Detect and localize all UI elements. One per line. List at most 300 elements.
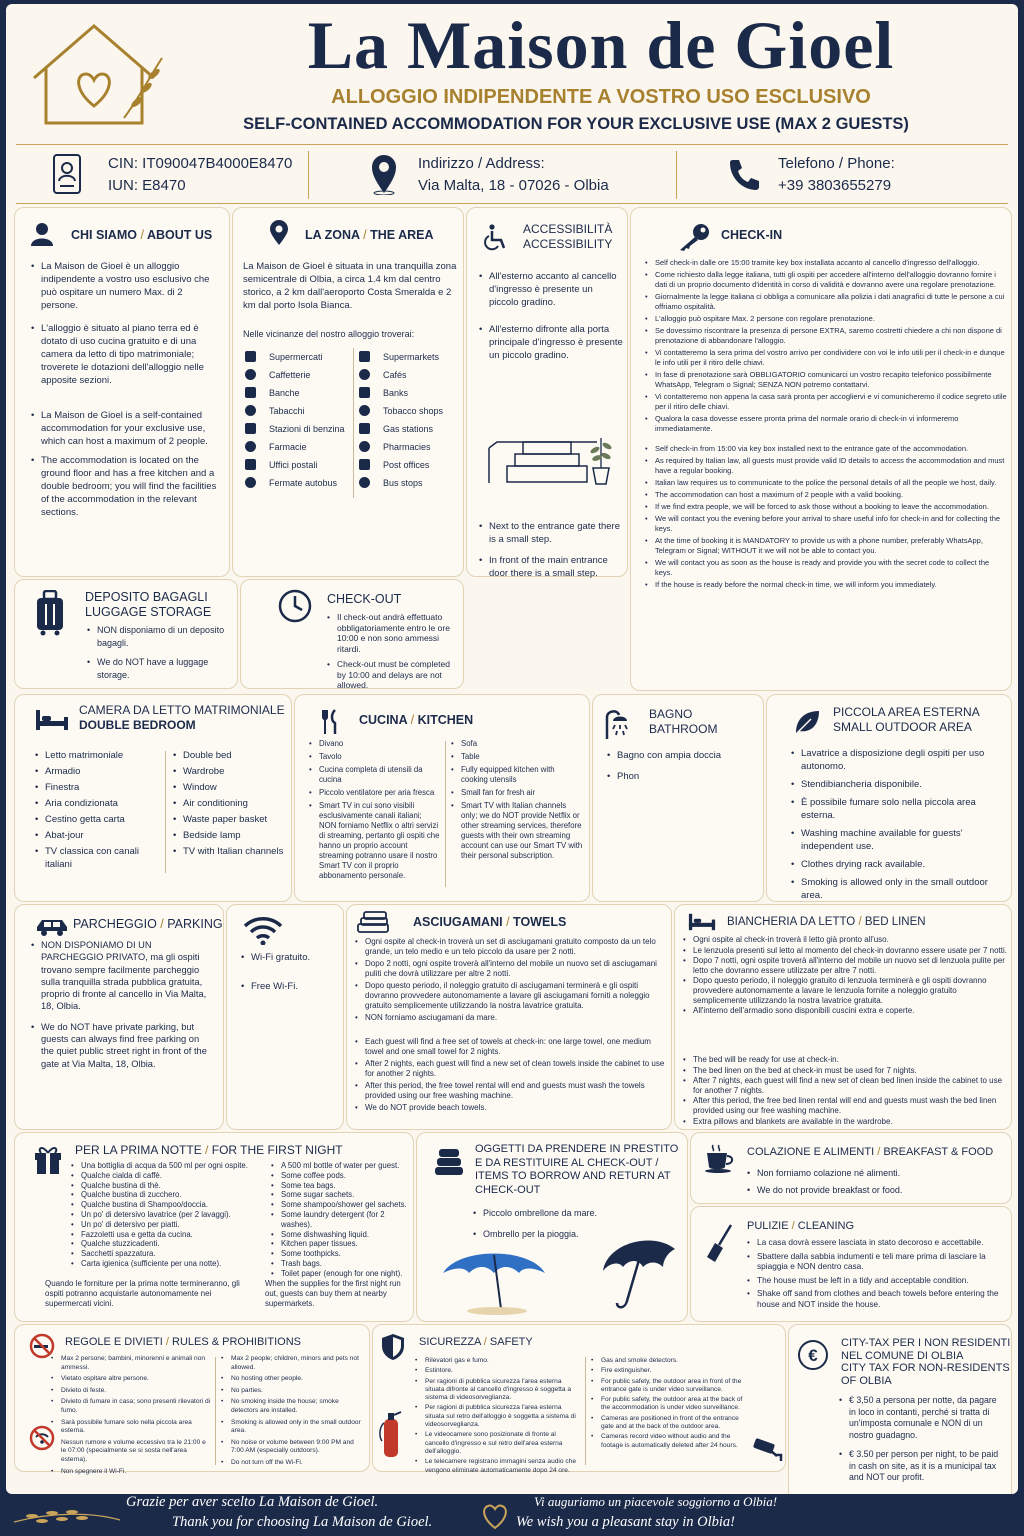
checkout-card bbox=[240, 579, 464, 689]
list-item: • Some sugar sachets. bbox=[271, 1190, 411, 1200]
safety-title-it: SICUREZZA bbox=[419, 1336, 481, 1348]
list-item: • Air conditioning bbox=[173, 797, 287, 810]
footer-wish-it: Vi auguriamo un piacevole soggiorno a Olbia! bbox=[534, 1494, 778, 1509]
bathroom-title-en: BATHROOM bbox=[649, 722, 718, 736]
area-nearby-label: Nelle vicinanze del nostro alloggio troverai: bbox=[243, 329, 415, 339]
list-item: • Italian law requires us to communicate to the police the personal details of all the people we host, daily. bbox=[645, 478, 1007, 488]
leaf-icon bbox=[793, 709, 821, 735]
area-place-icon bbox=[359, 405, 370, 416]
access-list-en bbox=[479, 520, 623, 583]
borrow-title-en: ITEMS TO BORROW AND RETURN AT CHECK-OUT bbox=[475, 1170, 671, 1196]
list-item: • No smoking inside the house; smoke detectors are installed. bbox=[221, 1398, 367, 1415]
list-item: • Rilevatori gas e fumo. bbox=[415, 1357, 581, 1365]
checkin-list-it bbox=[645, 258, 1007, 436]
shield-icon bbox=[381, 1333, 405, 1361]
no-wifi-icon bbox=[29, 1425, 55, 1451]
list-item: • Free Wi-Fi. bbox=[241, 980, 341, 993]
bedroom-list-it bbox=[35, 749, 161, 874]
subtitle-it: ALLOGGIO INDIPENDENTE A VOSTRO USO ESCLUSIVO bbox=[331, 86, 871, 108]
list-item: • Qualche bustina di zucchero. bbox=[71, 1190, 261, 1200]
map-pin-icon bbox=[370, 153, 398, 195]
list-item: Stazioni di benzina bbox=[243, 420, 353, 438]
checkin-list-en bbox=[645, 444, 1007, 592]
list-item: Post offices bbox=[357, 456, 461, 474]
rules-card: REGOLE E DIVIETI / RULES & PROHIBITIONS • Max 2 persone; bambini, minorenni e animali non ammessi. • Vietato ospitare altre persone. • Divieto di feste. • Divieto di fumare in casa; sono presenti rilevatori di fumo. • Sarà possibile fumare solo nella piccola area esterna. • Nessun rumore e volume eccessivo tra le 21:00 e le 07:00 (specialmente se si sosta nell'area esterna). • Non spegnere il Wi-Fi. • Max 2 people; children, minors and pets not allowed. • No hosting other people. • No parties. • No smoking inside the house; smoke detectors are installed. • Smoking is allowed only in the small outdoor area. • No noise or volume between 9:00 PM and 7:00 AM (especially outdoors). • Do not turn off the Wi-Fi. bbox=[14, 1324, 370, 1472]
list-item: • Abat-jour bbox=[35, 829, 161, 842]
area-place-icon bbox=[359, 387, 370, 398]
area-place-icon bbox=[359, 369, 370, 380]
list-item: • Some tea bags. bbox=[271, 1181, 411, 1191]
citytax-title-en: CITY TAX FOR NON-RESIDENTS OF OLBIA bbox=[841, 1362, 1010, 1387]
list-item: • Double bed bbox=[173, 749, 287, 762]
list-item: • Qualche cialda di caffè. bbox=[71, 1171, 261, 1181]
house-heart-logo-icon bbox=[24, 18, 174, 128]
outdoor-card bbox=[766, 694, 1012, 902]
area-list-it bbox=[243, 348, 353, 492]
svg-text:€: € bbox=[808, 1346, 818, 1365]
cleaning-title-en: CLEANING bbox=[797, 1220, 855, 1232]
about-card: CHI SIAMO / ABOUT US • La Maison de Gioel è un alloggio indipendente a vostro uso esclusivo che può ospitare un numero Max. di 2 persone. • L'alloggio è situato al piano terra ed è dotato di uso cucina gratuito e di una camera da letto di tipo matrimoniale; troverete le dotazioni dell'alloggio nelle apposite sezioni. • La Maison de Gioel is a self-contained accommodation for your exclusive use, which can host a maximum of 2 people. • The accommodation is located on the ground floor and has a free kitchen and a double bedroom; you will find the facilities of the accommodation in the relevant sections. bbox=[14, 207, 230, 577]
list-item: • Per ragioni di pubblica sicurezza l'area esterna situata sul retro dell'alloggio è soggetta a sistema di videosorveglianza. bbox=[415, 1404, 581, 1429]
cin-block bbox=[108, 145, 292, 205]
bedroom-title-en: DOUBLE BEDROOM bbox=[79, 718, 196, 732]
list-item: • If we find extra people, we will be forced to ask those without a booking to leave the accommodation. bbox=[645, 502, 1007, 512]
list-item: Banks bbox=[357, 384, 461, 402]
phone-block bbox=[778, 145, 895, 205]
list-item: • All'interno dell'armadio sono disponibili cuscini extra e coperte. bbox=[683, 1006, 1007, 1016]
bathroom-card bbox=[592, 694, 764, 902]
list-item: • Fazzoletti usa e getta da cucina. bbox=[71, 1230, 261, 1240]
list-item: • Aria condizionata bbox=[35, 797, 161, 810]
area-title-it: LA ZONA bbox=[305, 228, 360, 242]
list-item: • The accommodation can host a maximum of 2 people with a valid booking. bbox=[645, 490, 1007, 500]
list-item: • No hosting other people. bbox=[221, 1375, 367, 1384]
bathroom-list bbox=[607, 749, 757, 786]
cutlery-icon bbox=[321, 709, 341, 735]
list-item: • For public safety, the outdoor area in front of the entrance gate is under video surveillance. bbox=[591, 1378, 751, 1395]
list-item: • Kitchen paper tissues. bbox=[271, 1239, 411, 1249]
area-place-icon bbox=[359, 351, 370, 362]
list-item: • Ogni ospite al check-in troverà il letto già pronto all'uso. bbox=[683, 935, 1007, 945]
list-item: • All'esterno difronte alla porta principale d'ingresso è presente un piccolo gradino. bbox=[479, 323, 623, 362]
parking-card: PARCHEGGIO / PARKING • NON DISPONIAMO DI UN PARCHEGGIO PRIVATO, ma gli ospiti trovano sempre facilmente parcheggio sulla tranquilla strada pubblica gratuita, proprio di fronte al cancello in Via Malta, 18, Olbia. • We do NOT have private parking, but guests can always find free parking on the quiet public street right in front of the gate at Via Malta, 18, Olbia. bbox=[14, 904, 224, 1130]
list-item: • Cestino getta carta bbox=[35, 813, 161, 826]
car-icon bbox=[35, 917, 69, 937]
safety-list-it bbox=[415, 1357, 581, 1477]
about-title-it: CHI SIAMO bbox=[71, 228, 137, 242]
luggage-list bbox=[87, 624, 227, 685]
citytax-list bbox=[839, 1395, 999, 1487]
breakfast-title-en: BREAKFAST & FOOD bbox=[883, 1146, 994, 1158]
list-item: Caffetterie bbox=[243, 366, 353, 384]
bed-icon bbox=[35, 709, 69, 731]
list-item: • Armadio bbox=[35, 765, 161, 778]
list-item: • Un po' di detersivo lavatrice (per 2 lavaggi). bbox=[71, 1210, 261, 1220]
gift-icon bbox=[33, 1143, 63, 1175]
list-item: • Nessun rumore e volume eccessivo tra le 21:00 e le 07:00 (specialmente se si sosta nell'area esterna). bbox=[51, 1439, 211, 1465]
area-title-en: THE AREA bbox=[370, 228, 434, 242]
area-place-icon bbox=[245, 369, 256, 380]
list-item: • Max 2 people; children, minors and pets not allowed. bbox=[221, 1355, 367, 1372]
breakfast-title-it: COLAZIONE E ALIMENTI bbox=[747, 1146, 875, 1158]
area-place-icon bbox=[245, 351, 256, 362]
access-title-it: ACCESSIBILITÀ bbox=[523, 222, 613, 236]
list-item: • Ombrello per la pioggia. bbox=[473, 1228, 673, 1241]
list-item: Tabacchi bbox=[243, 402, 353, 420]
parking-title-it: PARCHEGGIO bbox=[73, 917, 157, 931]
area-place-icon bbox=[245, 441, 256, 452]
list-item: Bus stops bbox=[357, 474, 461, 492]
list-item: • La Maison de Gioel è un alloggio indipendente a vostro uso esclusivo che può ospitare un numero Max. di 2 persone. bbox=[31, 260, 221, 312]
list-item: • È possibile fumare solo nella piccola area esterna. bbox=[791, 796, 1005, 822]
list-item: • At the time of booking it is MANDATORY to provide us with a phone number, preferably WhatsApp, Telegram or Signal; WITHOUT it we will not be able to contact you. bbox=[645, 536, 1007, 556]
list-item: • Qualche bustina di thè. bbox=[71, 1181, 261, 1191]
euro-icon bbox=[797, 1339, 829, 1371]
list-item: • Lavatrice a disposizione degli ospiti per uso autonomo. bbox=[791, 747, 1005, 773]
cleaning-list bbox=[747, 1237, 1007, 1312]
list-item: • Vietato ospitare altre persone. bbox=[51, 1375, 211, 1384]
list-item: • Check-out must be completed by 10:00 and delays are not allowed. bbox=[327, 659, 459, 691]
list-item: • Next to the entrance gate there is a small step. bbox=[479, 520, 623, 546]
list-item: • Carta igienica (sufficiente per una notte). bbox=[71, 1259, 261, 1269]
address-label: Indirizzo / Address: bbox=[418, 155, 545, 172]
list-item: • Letto matrimoniale bbox=[35, 749, 161, 762]
list-item: • Wi-Fi gratuito. bbox=[241, 951, 341, 964]
list-item: • Ogni ospite al check-in troverà un set di asciugamani gratuito composto da un telo grande, un telo medio e un telo piccolo da usare per 2 notti. bbox=[355, 937, 667, 957]
list-item: Cafés bbox=[357, 366, 461, 384]
towels-list-it bbox=[355, 937, 667, 1025]
checkin-title: CHECK-IN bbox=[721, 228, 783, 242]
list-item: • Qualora la casa dovesse essere pronta prima del normale orario di check-in vi informeremo immediatamente. bbox=[645, 414, 1007, 434]
area-place-icon bbox=[359, 459, 370, 470]
luggage-title-en: LUGGAGE STORAGE bbox=[85, 605, 212, 619]
list-item: • Smoking is allowed only in the small outdoor area. bbox=[791, 876, 1005, 902]
list-item: • Cameras record video without audio and the footage is automatically deleted after 24 hours. bbox=[591, 1433, 751, 1450]
list-item: • Do not turn off the Wi-Fi. bbox=[221, 1459, 367, 1468]
list-item: Fermate autobus bbox=[243, 474, 353, 492]
kitchen-card: CUCINA / KITCHEN • Divano • Tavolo • Cucina completa di utensili da cucina • Piccolo ventilatore per aria fresca • Smart TV in cui sono visibili esclusivamente canali italiani; NON forniamo Netflix o altri servizi di streaming, pertanto gli ospiti che hanno un proprio account streaming potranno usare il nostro Smart TV con il proprio abbonamento personale. • Sofa • Table • Fully equipped kitchen with cooking utensils • Small fan for fresh air • Smart TV with Italian channels only; we do NOT provide Netflix or other streaming services, therefore guests with their own streaming account can use our Smart TV with their personal subscription. bbox=[294, 694, 590, 902]
clock-icon bbox=[277, 588, 313, 624]
parking-title-en: PARKING bbox=[167, 917, 223, 931]
info-bar bbox=[16, 144, 1008, 204]
towels-icon bbox=[357, 911, 391, 933]
list-item: • Vi contatteremo non appena la casa sarà pronta per accogliervi e vi comunicheremo il codice segreto utile per il ritiro delle chiavi. bbox=[645, 392, 1007, 412]
list-item: • Vi contatteremo la sera prima del vostro arrivo per condividere con voi le info utili per il check-in e dunque le info utili per il ritiro delle chiavi. bbox=[645, 348, 1007, 368]
beach-umbrella-icon bbox=[439, 1243, 549, 1317]
subtitle-en: SELF-CONTAINED ACCOMMODATION FOR YOUR EXCLUSIVE USE (MAX 2 GUESTS) bbox=[243, 115, 909, 133]
list-item: • In fase di prenotazione sarà OBBLIGATORIO comunicarci un vostro recapito telefonico possibilmente WhatsApp, Telegram o Signal; SENZA NON potremo contattarvi. bbox=[645, 370, 1007, 390]
list-item: • After 2 nights, each guest will find a new set of clean towels inside the cabinet to use for another 2 nights. bbox=[355, 1059, 667, 1079]
list-item: • We do NOT have private parking, but guests can always find free parking on the quiet public street right in front of the gate at Via Malta, 18, Olbia. bbox=[31, 1021, 207, 1070]
list-item: • Some laundry detergent (for 2 washes). bbox=[271, 1210, 411, 1230]
rules-title-it: REGOLE E DIVIETI bbox=[65, 1336, 163, 1348]
list-item: • Smoking is allowed only in the small outdoor area. bbox=[221, 1419, 367, 1436]
list-item: • Finestra bbox=[35, 781, 161, 794]
list-item: • For public safety, the outdoor area at the back of the accommodation is under video surveillance. bbox=[591, 1396, 751, 1413]
cleaning-card: PULIZIE / CLEANING • La casa dovrà essere lasciata in stato decoroso e accettabile. • Sbattere dalla sabbia indumenti e teli mare prima di lasciare la spiaggia e NON dentro casa. • The house must be left in a tidy and acceptable condition. • Shake off sand from clothes and beach towels before entering the house and NOT inside the house. bbox=[690, 1206, 1012, 1322]
list-item: • NON forniamo asciugamani da mare. bbox=[355, 1013, 667, 1023]
linen-list-en bbox=[683, 1055, 1007, 1127]
checkout-list bbox=[327, 612, 459, 694]
list-item: • Per ragioni di pubblica sicurezza l'area esterna situata difronte al cancello d'ingresso è soggetta a sistema di videosorveglianza. bbox=[415, 1378, 581, 1403]
outdoor-title-it: PICCOLA AREA ESTERNA bbox=[833, 705, 980, 719]
firstnight-list-en bbox=[271, 1161, 411, 1279]
list-item: • Dopo 2 notti, ogni ospite troverà all'interno del mobile un nuovo set di asciugamani puliti che dovrà utilizzare per altre 2 notti. bbox=[355, 959, 667, 979]
area-card: LA ZONA / THE AREA La Maison de Gioel è situata in una tranquilla zona semicentrale di Olbia, a circa 1.4 km dal centro storico, a 2 km dall'aeroporto Costa Smeralda e 2 km dal porto Isola Bianca. Nelle vicinanze del nostro alloggio troverai: Supermercati Caffetterie Banche Tabacchi Stazioni di benzina Farmacie Uffici postali Fermate autobus Supermarkets Cafés Banks Tobacco shops Gas stations Pharmacies Post offices Bus stops bbox=[232, 207, 464, 577]
list-item: • A 500 ml bottle of water per guest. bbox=[271, 1161, 411, 1171]
list-item: • Dopo 7 notti, ogni ospite troverà all'interno del mobile un nuovo set di lenzuola pulite per letto che dovranno essere utilizzate per altre 7 notti. bbox=[683, 956, 1007, 975]
towels-title-en: TOWELS bbox=[513, 915, 567, 929]
heart-icon bbox=[480, 1498, 510, 1532]
rules-title-en: RULES & PROHIBITIONS bbox=[172, 1336, 301, 1348]
linen-title-it: BIANCHERIA DA LETTO bbox=[727, 916, 856, 928]
list-item: • Window bbox=[173, 781, 287, 794]
list-item: • Stendibiancheria disponibile. bbox=[791, 778, 1005, 791]
access-title-en: ACCESSIBILITY bbox=[523, 237, 613, 251]
kitchen-title-it: CUCINA bbox=[359, 713, 408, 727]
footer-thanks-it: Grazie per aver scelto La Maison de Gioel. bbox=[126, 1494, 379, 1510]
list-item: • Divano bbox=[309, 739, 441, 749]
breakfast-list bbox=[747, 1167, 1007, 1200]
list-item: Farmacie bbox=[243, 438, 353, 456]
bedroom-list-en bbox=[173, 749, 287, 861]
list-item: • Dopo questo periodo, il noleggio gratuito di asciugamani terminerà e gli ospiti dovranno provvedere autonomamente a lavare gli asciugamani forniti a noleggio gratuito semplicemente utilizzando la nostra lavatrice gratuita. bbox=[355, 981, 667, 1011]
list-item: • Gas and smoke detectors. bbox=[591, 1357, 751, 1365]
list-item: • Non forniamo colazione né alimenti. bbox=[747, 1167, 1007, 1180]
list-item: • The house must be left in a tidy and acceptable condition. bbox=[747, 1275, 1007, 1286]
list-item: • Le videocamere sono posizionate di fronte al cancello d'ingresso e sul retro dell'area esterna dell'alloggio. bbox=[415, 1431, 581, 1456]
address-block bbox=[418, 145, 609, 205]
list-item: • After this period, the free towel rental will end and guests must wash the towels provided using our free washing machine. bbox=[355, 1081, 667, 1101]
list-item: • Extra pillows and blankets are available in the wardrobe. bbox=[683, 1117, 1007, 1127]
list-item: Gas stations bbox=[357, 420, 461, 438]
list-item: • We do not provide breakfast or food. bbox=[747, 1184, 1007, 1197]
list-item: • Some shampoo/shower gel sachets. bbox=[271, 1200, 411, 1210]
checkout-title: CHECK-OUT bbox=[327, 592, 402, 606]
list-item: • Wardrobe bbox=[173, 765, 287, 778]
about-title-en: ABOUT US bbox=[146, 228, 213, 242]
person-icon bbox=[31, 222, 53, 246]
list-item: • Dopo questo periodo, il noleggio gratuito di lenzuola terminerà e gli ospiti dovranno provvedere autonomamente a lavare le lenzuola fornite a noleggio gratuito semplicemente utilizzando la nostra lavatrice gratuita. bbox=[683, 976, 1007, 1005]
list-item: • Sofa bbox=[451, 739, 583, 749]
list-item: • Qualche bustina di Shampoo/doccia. bbox=[71, 1200, 261, 1210]
checkin-card bbox=[630, 207, 1012, 691]
area-place-icon bbox=[245, 477, 256, 488]
list-item: • In front of the main entrance door there is a small step. bbox=[479, 554, 623, 580]
coffee-cup-icon bbox=[703, 1143, 737, 1173]
list-item: • Sbattere dalla sabbia indumenti e teli mare prima di lasciare la spiaggia e NON dentro casa. bbox=[747, 1251, 1007, 1272]
citytax-title-it: CITY-TAX PER I NON RESIDENTI NEL COMUNE DI OLBIA bbox=[841, 1337, 1011, 1362]
list-item: • Se dovessimo riscontrare la presenza di persone EXTRA, saremo costretti chiedere a chi non dispone di prenotazione di abbandonare l'alloggio. bbox=[645, 326, 1007, 346]
list-item: • Le telecamere registrano immagini senza audio che vengono eliminate automaticamente dopo 24 ore. bbox=[415, 1458, 581, 1475]
list-item: • Shake off sand from clothes and beach towels before entering the house and NOT inside the house. bbox=[747, 1288, 1007, 1309]
area-place-icon bbox=[359, 441, 370, 452]
firstnight-note-en: When the supplies for the first night run out, guests can buy them at nearby supermarkets. bbox=[265, 1279, 401, 1308]
list-item: • Some toothpicks. bbox=[271, 1249, 411, 1259]
outdoor-title-en: SMALL OUTDOOR AREA bbox=[833, 720, 972, 734]
header bbox=[6, 4, 1018, 142]
list-item: • Il check-out andrà effettuato obbligatoriamente entro le ore 10:00 e non sono ammessi ritardi. bbox=[327, 612, 459, 654]
breakfast-card: COLAZIONE E ALIMENTI / BREAKFAST & FOOD • Non forniamo colazione né alimenti. • We do not provide breakfast or food. bbox=[690, 1132, 1012, 1204]
list-item: Uffici postali bbox=[243, 456, 353, 474]
wheelchair-icon bbox=[483, 224, 509, 252]
list-item: • We will contact you as soon as the house is ready and provide you with the secret code to collect the keys. bbox=[645, 558, 1007, 578]
linen-list-it bbox=[683, 935, 1007, 1017]
list-item: • TV with Italian channels bbox=[173, 845, 287, 858]
list-item: • Una bottiglia di acqua da 500 ml per ogni ospite. bbox=[71, 1161, 261, 1171]
list-item: • Non spegnere il Wi-Fi. bbox=[51, 1468, 211, 1477]
list-item: • Waste paper basket bbox=[173, 813, 287, 826]
list-item: • Trash bags. bbox=[271, 1259, 411, 1269]
list-item: • Sacchetti spazzatura. bbox=[71, 1249, 261, 1259]
towels-title-it: ASCIUGAMANI bbox=[413, 915, 503, 929]
wifi-icon bbox=[243, 915, 283, 945]
kitchen-title-en: KITCHEN bbox=[417, 713, 474, 727]
luggage-card bbox=[14, 579, 238, 689]
list-item: • Some coffee pods. bbox=[271, 1171, 411, 1181]
list-item: • Small fan for fresh air bbox=[451, 788, 583, 798]
towels-list-en bbox=[355, 1037, 667, 1115]
list-item: • The accommodation is located on the ground floor and has a free kitchen and a double bedroom; you will find the facilities of the accommodation in the relevant sections. bbox=[31, 454, 221, 519]
suitcase-icon bbox=[35, 590, 65, 636]
wifi-list bbox=[241, 951, 341, 996]
city-tax-card bbox=[788, 1324, 1012, 1494]
rain-umbrella-icon bbox=[597, 1231, 681, 1313]
parking-list bbox=[31, 939, 207, 1073]
list-item: • Qualche stuzzicadenti. bbox=[71, 1239, 261, 1249]
list-item: • La casa dovrà essere lasciata in stato decoroso e accettabile. bbox=[747, 1237, 1007, 1248]
list-item: • Self check-in from 15:00 via key box installed next to the entrance gate of the accommodation. bbox=[645, 444, 1007, 454]
list-item: • Tavolo bbox=[309, 752, 441, 762]
borrow-card bbox=[416, 1132, 688, 1322]
safety-title-en: SAFETY bbox=[489, 1336, 533, 1348]
list-item: • L'alloggio può ospitare Max. 2 persone con regolare prenotazione. bbox=[645, 314, 1007, 324]
list-item: • Cameras are positioned in front of the entrance gate and at the back of the outdoor area. bbox=[591, 1415, 751, 1432]
about-list bbox=[31, 260, 221, 522]
list-item: • No noise or volume between 9:00 PM and 7:00 AM (especially outdoors). bbox=[221, 1439, 367, 1456]
list-item: • Phon bbox=[607, 770, 757, 783]
list-item: • All'esterno accanto al cancello d'ingresso è presente un piccolo gradino. bbox=[479, 270, 623, 309]
phone-value: +39 3803655279 bbox=[778, 177, 892, 194]
page-title: La Maison de Gioel bbox=[307, 7, 895, 83]
list-item: • Bagno con ampia doccia bbox=[607, 749, 757, 762]
rules-list-en bbox=[221, 1355, 367, 1471]
rules-list-it bbox=[51, 1355, 211, 1479]
access-list-it bbox=[479, 270, 623, 365]
list-item: • € 3,50 a persona per notte, da pagare in loco in contanti, perché si tratta di un'imposta comunale e NON di un nostro guadagno. bbox=[839, 1395, 999, 1441]
list-item: • Table bbox=[451, 752, 583, 762]
area-place-icon bbox=[245, 405, 256, 416]
list-item: • Toilet paper (enough for one night). bbox=[271, 1269, 411, 1279]
linen-card: BIANCHERIA DA LETTO / BED LINEN • Ogni ospite al check-in troverà il letto già pronto all'uso. • Le lenzuola presenti sul letto al momento del check-in dovranno essere usate per 7 notti. • Dopo 7 notti, ogni ospite troverà all'interno del mobile un nuovo set di lenzuola pulite per letto che dovranno essere utilizzate per altre 7 notti. • Dopo questo periodo, il noleggio gratuito di lenzuola terminerà e gli ospiti dovranno provvedere autonomamente a lavare le lenzuola fornite a noleggio gratuito semplicemente utilizzando la nostra lavatrice gratuita. • All'interno dell'armadio sono disponibili cuscini extra e coperte. • The bed will be ready for use at check-in. • The bed linen on the bed at check-in must be used for 7 nights. • After 7 nights, each guest will find a new set of clean bed linen inside the cabinet to use for another 7 nights. • After this period, the free bed linen rental will end and guests must wash the bed linen provided using our free washing machine. • Extra pillows and blankets are available in the wardrobe. bbox=[674, 904, 1012, 1130]
broom-icon bbox=[705, 1223, 735, 1263]
fire-extinguisher-icon bbox=[379, 1407, 403, 1459]
list-item: • Giornalmente la legge italiana ci obbliga a comunicare alla polizia i dati anagrafici di tutte le persone a cui offriamo ospitalità. bbox=[645, 292, 1007, 312]
list-item: • Washing machine available for guests' independent use. bbox=[791, 827, 1005, 853]
area-place-icon bbox=[245, 423, 256, 434]
kitchen-list-en bbox=[451, 739, 583, 864]
phone-label: Telefono / Phone: bbox=[778, 155, 895, 172]
footer-wish-en: We wish you a pleasant stay in Olbia! bbox=[516, 1514, 735, 1530]
kitchen-list-it bbox=[309, 739, 441, 884]
list-item: Pharmacies bbox=[357, 438, 461, 456]
list-item: • Smart TV in cui sono visibili esclusivamente canali italiani; NON forniamo Netflix o altri servizi di streaming, pertanto gli ospiti che hanno un proprio account streaming potranno usare il nostro Smart TV con il proprio abbonamento personale. bbox=[309, 801, 441, 881]
list-item: • After this period, the free bed linen rental will end and guests must wash the bed linen provided using our free washing machine. bbox=[683, 1096, 1007, 1115]
bedroom-card bbox=[14, 694, 292, 902]
list-item: • We do NOT provide beach towels. bbox=[355, 1103, 667, 1113]
area-place-icon bbox=[245, 387, 256, 398]
list-item: • Self check-in dalle ore 15:00 tramite key box installata accanto al cancello d'ingresso dell'alloggio. bbox=[645, 258, 1007, 268]
list-item: • Max 2 persone; bambini, minorenni e animali non ammessi. bbox=[51, 1355, 211, 1372]
list-item: • No parties. bbox=[221, 1387, 367, 1396]
list-item: • NON disponiamo di un deposito bagagli. bbox=[87, 624, 227, 650]
list-item: Banche bbox=[243, 384, 353, 402]
list-item: • Smart TV with Italian channels only; we do NOT provide Netflix or other streaming services, therefore guests with their own streaming account can use our Smart TV with their personal subscription. bbox=[451, 801, 583, 861]
list-item: • Divieto di fumare in casa; sono presenti rilevatori di fumo. bbox=[51, 1398, 211, 1415]
borrow-title-it: OGGETTI DA PRENDERE IN PRESTITO E DA RESTITUIRE AL CHECK-OUT / bbox=[475, 1143, 679, 1169]
list-item: • Clothes drying rack available. bbox=[791, 858, 1005, 871]
list-item: • Some dishwashing liquid. bbox=[271, 1230, 411, 1240]
list-item: • We will contact you the evening before your arrival to share useful info for check-in and for collecting the keys. bbox=[645, 514, 1007, 534]
shower-icon bbox=[603, 707, 635, 741]
accessibility-card bbox=[466, 207, 628, 577]
list-item: • NON DISPONIAMO DI UN PARCHEGGIO PRIVATO, ma gli ospiti trovano sempre facilmente parcheggio sulla tranquilla strada pubblica gratuita, proprio di fronte al cancello in Via Malta, 18, Olbia. bbox=[31, 939, 207, 1013]
poster bbox=[6, 4, 1018, 1494]
wifi-card bbox=[226, 904, 344, 1130]
list-item: • L'alloggio è situato al piano terra ed è dotato di uso cucina gratuito e di una camera da letto di tipo matrimoniale; troverete le dotazioni dell'alloggio nelle apposite sezioni. bbox=[31, 322, 221, 387]
towels-card: ASCIUGAMANI / TOWELS • Ogni ospite al check-in troverà un set di asciugamani gratuito composto da un telo grande, un telo medio e un telo piccolo da usare per 2 notti. • Dopo 2 notti, ogni ospite troverà all'interno del mobile un nuovo set di asciugamani puliti che dovrà utilizzare per altre 2 notti. • Dopo questo periodo, il noleggio gratuito di asciugamani terminerà e gli ospiti dovranno provvedere autonomamente a lavare gli asciugamani forniti a noleggio gratuito semplicemente utilizzando la nostra lavatrice gratuita. • NON forniamo asciugamani da mare. • Each guest will find a free set of towels at check-in: one large towel, one medium towel and one small towel for 2 nights. • After 2 nights, each guest will find a new set of clean towels inside the cabinet to use for another 2 nights. • After this period, the free towel rental will end and guests must wash the towels provided using our free washing machine. • We do NOT provide beach towels. bbox=[346, 904, 672, 1130]
outdoor-list bbox=[791, 747, 1005, 907]
key-icon bbox=[677, 222, 711, 252]
firstnight-list-it bbox=[71, 1161, 261, 1269]
list-item: Supermarkets bbox=[357, 348, 461, 366]
list-item: • After 7 nights, each guest will find a new set of clean bed linen inside the cabinet to use for another 7 nights. bbox=[683, 1076, 1007, 1095]
list-item: • Un po' di detersivo per piatti. bbox=[71, 1220, 261, 1230]
firstnight-note-it: Quando le forniture per la prima notte termineranno, gli ospiti potranno acquistarle autonomamente nei supermercati vicini. bbox=[45, 1279, 240, 1308]
cleaning-title-it: PULIZIE bbox=[747, 1220, 789, 1232]
list-item: • Cucina completa di utensili da cucina bbox=[309, 765, 441, 785]
address-value: Via Malta, 18 - 07026 - Olbia bbox=[418, 177, 609, 194]
list-item: • The bed linen on the bed at check-in must be used for 7 nights. bbox=[683, 1066, 1007, 1076]
security-camera-icon bbox=[751, 1435, 783, 1463]
list-item: Supermercati bbox=[243, 348, 353, 366]
safety-list-en bbox=[591, 1357, 751, 1452]
id-card-icon bbox=[52, 153, 82, 195]
linen-title-en: BED LINEN bbox=[864, 916, 926, 928]
list-item: • Sarà possibile fumare solo nella piccola area esterna. bbox=[51, 1419, 211, 1436]
list-item: • The bed will be ready for use at check-in. bbox=[683, 1055, 1007, 1065]
list-item: Tobacco shops bbox=[357, 402, 461, 420]
footer-thanks-en: Thank you for choosing La Maison de Gioel. bbox=[172, 1514, 433, 1530]
list-item: • € 3.50 per person per night, to be paid in cash on site, as it is a municipal tax and NOT our profit. bbox=[839, 1449, 999, 1484]
map-pin-icon bbox=[269, 220, 289, 246]
list-item: • TV classica con canali italiani bbox=[35, 845, 161, 871]
area-place-icon bbox=[359, 423, 370, 434]
list-item: • As required by Italian law, all guests must provide valid ID details to access the accommodation and must have a regular booking. bbox=[645, 456, 1007, 476]
olive-branch-left-icon bbox=[12, 1502, 122, 1530]
list-item: • Come richiesto dalla legge italiana, tutti gli ospiti per accedere all'interno dell'alloggio dovranno fornire i dati di un proprio documento d'identità in corso di validità e dovranno avere una regolare prenotazione. bbox=[645, 270, 1007, 290]
phone-icon bbox=[728, 157, 760, 191]
firstnight-title-it: PER LA PRIMA NOTTE bbox=[75, 1143, 202, 1157]
list-item: • Fully equipped kitchen with cooking utensils bbox=[451, 765, 583, 785]
list-item: • Piccolo ombrellone da mare. bbox=[473, 1207, 673, 1220]
bed-icon bbox=[687, 913, 717, 931]
first-night-card: PER LA PRIMA NOTTE / FOR THE FIRST NIGHT • Una bottiglia di acqua da 500 ml per ogni ospite. • Qualche cialda di caffè. • Qualche bustina di thè. • Qualche bustina di zucchero. • Qualche bustina di Shampoo/doccia. • Un po' di detersivo lavatrice (per 2 lavaggi). • Un po' di detersivo per piatti. • Fazzoletti usa e getta da cucina. • Qualche stuzzicadenti. • Sacchetti spazzatura. • Carta igienica (sufficiente per una notte). • A 500 ml bottle of water per guest. • Some coffee pods. • Some tea bags. • Some sugar sachets. • Some shampoo/shower gel sachets. • Some laundry detergent (for 2 washes). • Some dishwashing liquid. • Kitchen paper tissues. • Some toothpicks. • Trash bags. • Toilet paper (enough for one night). Quando le forniture per la prima notte termineranno, gli ospiti potranno acquistarle autonomamente nei supermercati vicini. When the supplies for the first night run out, guests can buy them at nearby supermarkets. bbox=[14, 1132, 414, 1322]
stacked-towels-icon bbox=[433, 1147, 465, 1177]
list-item: • La Maison de Gioel is a self-contained accommodation for your exclusive use, which can host a maximum of 2 people. bbox=[31, 409, 221, 448]
bedroom-title-it: CAMERA DA LETTO MATRIMONIALE bbox=[79, 703, 285, 717]
entrance-steps-illustration-icon bbox=[487, 408, 617, 488]
